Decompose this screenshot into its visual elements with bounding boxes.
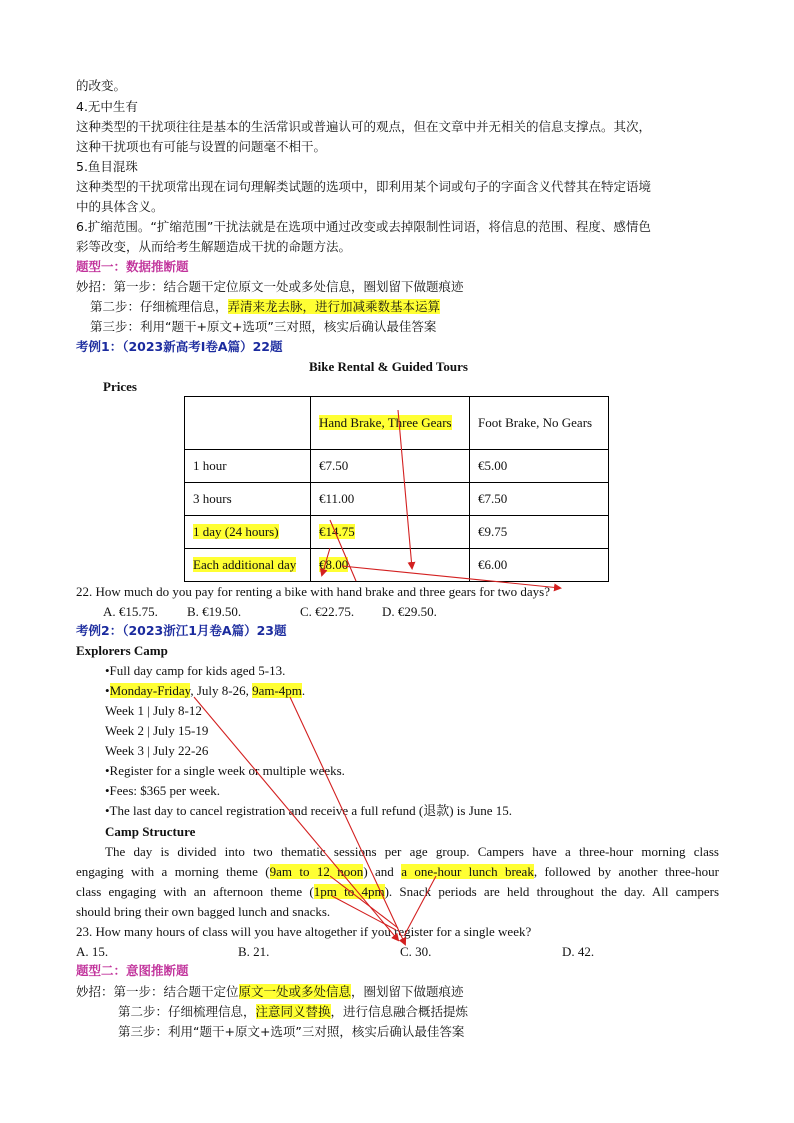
table-cell: €6.00 (470, 549, 609, 582)
type2-heading: 题型二：意图推断题 (76, 963, 189, 978)
header-highlight: Hand Brake, Three Gears (319, 415, 452, 430)
paragraph-line: should bring their own bagged lunch and snacks. (76, 904, 331, 919)
type1-step3: 第三步：利用“题干+原文+选项”三对照，核实后确认最佳答案 (90, 319, 437, 334)
type2-step2 (118, 1004, 468, 1020)
cell-highlight: 1 day (24 hours) (193, 524, 279, 539)
option-b: B. 21. (238, 944, 270, 959)
camp-bullet: •Full day camp for kids aged 5-13. (105, 663, 286, 678)
week-line: Week 2 | July 15-19 (105, 723, 209, 738)
days-highlight: Monday-Friday (109, 683, 191, 698)
question-23: 23. How many hours of class will you have altogether if you register for a single week? (76, 924, 532, 939)
step2-text: ，进行信息融合概括提炼 (330, 1004, 469, 1019)
week-line: Week 3 | July 22-26 (105, 743, 209, 758)
cell-highlight: €14.75 (319, 524, 355, 539)
hours-highlight: 9am-4pm (252, 683, 302, 698)
section-title: 5.鱼目混珠 (76, 159, 138, 174)
camp-bullet: •Register for a single week or multiple weeks. (105, 763, 345, 778)
table-cell: €9.75 (470, 516, 609, 549)
table-cell: 3 hours (185, 483, 311, 516)
example1-title: Bike Rental & Guided Tours (309, 359, 468, 374)
table-cell: €7.50 (311, 450, 470, 483)
table-header-cell (185, 397, 311, 450)
cell-highlight: €8.00 (319, 557, 349, 572)
prices-label: Prices (103, 379, 137, 394)
camp-bullet: •The last day to cancel registration and receive a full refund (退款) is June 15. (105, 803, 513, 818)
step1-text: ，圈划留下做题痕迹 (351, 984, 464, 999)
table-row (185, 450, 609, 483)
bullet-text: . (301, 683, 306, 698)
bullet-dot: • (105, 683, 110, 698)
table-cell: €5.00 (470, 450, 609, 483)
bullet-text: , July 8-26, (190, 683, 253, 698)
option-b: B. €19.50. (187, 604, 242, 619)
question-22: 22. How much do you pay for renting a bike with hand brake and three gears for two days? (76, 584, 550, 599)
step1-highlight: 原文一处或多处信息 (238, 984, 352, 999)
step1-text: 妙招：第一步：结合题干定位 (76, 984, 239, 999)
table-cell (311, 516, 470, 549)
table-cell (185, 516, 311, 549)
table-header-row (185, 397, 609, 450)
paragraph-line (76, 884, 719, 900)
para-text: class engaging with an afternoon theme ( (76, 884, 314, 899)
step2-highlight: 弄清来龙去脉，进行加减乘数基本运算 (227, 299, 441, 314)
option-d: D. €29.50. (382, 604, 437, 619)
structure-title: Camp Structure (105, 824, 196, 839)
text-line: 的改变。 (76, 78, 127, 93)
table-row (185, 516, 609, 549)
option-c: C. 30. (400, 944, 432, 959)
type1-step1: 妙招：第一步：结合题干定位原文一处或多处信息，圈划留下做题痕迹 (76, 279, 464, 294)
example1-label: 考例1：（2023新高考I卷A篇）22题 (76, 339, 283, 354)
text-line: 这种类型的干扰项往往是基本的生活常识或普遍认可的观点，但在文章中并无相关的信息支撑点。其次， (76, 119, 652, 134)
table-row (185, 483, 609, 516)
paragraph-line (76, 864, 719, 880)
week-line: Week 1 | July 8-12 (105, 703, 202, 718)
type2-step1 (76, 984, 464, 1000)
lunch-highlight: a one-hour lunch break (401, 864, 534, 879)
table-cell: 1 hour (185, 450, 311, 483)
price-table (184, 396, 609, 582)
step2-highlight: 注意同义替换 (255, 1004, 331, 1019)
type1-step2 (90, 299, 440, 315)
table-cell (311, 549, 470, 582)
table-cell: €7.50 (470, 483, 609, 516)
text-line: 这种类型的干扰项常出现在词句理解类试题的选项中，即利用某个词或句子的字面含义代替其在特定语境 (76, 179, 652, 194)
text-line: 彩等改变，从而给考生解题造成干扰的命题方法。 (76, 239, 352, 254)
table-cell: €11.00 (311, 483, 470, 516)
section-title: 4.无中生有 (76, 99, 138, 114)
para-text: engaging with a morning theme ( (76, 864, 270, 879)
table-cell (185, 549, 311, 582)
para-text: ) and (363, 864, 402, 879)
text-line: 这种干扰项也有可能与设置的问题毫不相干。 (76, 139, 327, 154)
camp-bullet: •Fees: $365 per week. (105, 783, 221, 798)
para-text: ). Snack periods are held throughout the day. All campers (384, 884, 719, 899)
option-d: D. 42. (562, 944, 595, 959)
table-header-cell: Foot Brake, No Gears (470, 397, 609, 450)
paragraph-line: The day is divided into two thematic sessions per age group. Campers have a three-hour morning class (105, 844, 719, 859)
type1-heading: 题型一：数据推断题 (76, 259, 189, 274)
camp-bullet (105, 683, 305, 699)
para-text: , followed by another three-hour (533, 864, 719, 879)
text-line: 中的具体含义。 (76, 199, 164, 214)
example2-label: 考例2：（2023浙江1月卷A篇）23题 (76, 623, 287, 638)
option-a: A. €15.75. (103, 604, 158, 619)
morning-highlight: 9am to 12 noon (269, 864, 364, 879)
text-line: 6.扩缩范围。“扩缩范围”干扰法就是在选项中通过改变或去掉限制性词语，将信息的范围、程度、感情色 (76, 219, 651, 234)
type2-step3: 第三步：利用“题干+原文+选项”三对照，核实后确认最佳答案 (118, 1024, 465, 1039)
step2-text: 第二步：仔细梳理信息， (118, 1004, 256, 1019)
table-header-cell (311, 397, 470, 450)
option-a: A. 15. (76, 944, 109, 959)
afternoon-highlight: 1pm to 4pm (313, 884, 385, 899)
step2-text: 第二步：仔细梳理信息， (90, 299, 228, 314)
camp-title: Explorers Camp (76, 643, 168, 658)
option-c: C. €22.75. (300, 604, 355, 619)
table-row (185, 549, 609, 582)
cell-highlight: Each additional day (193, 557, 297, 572)
